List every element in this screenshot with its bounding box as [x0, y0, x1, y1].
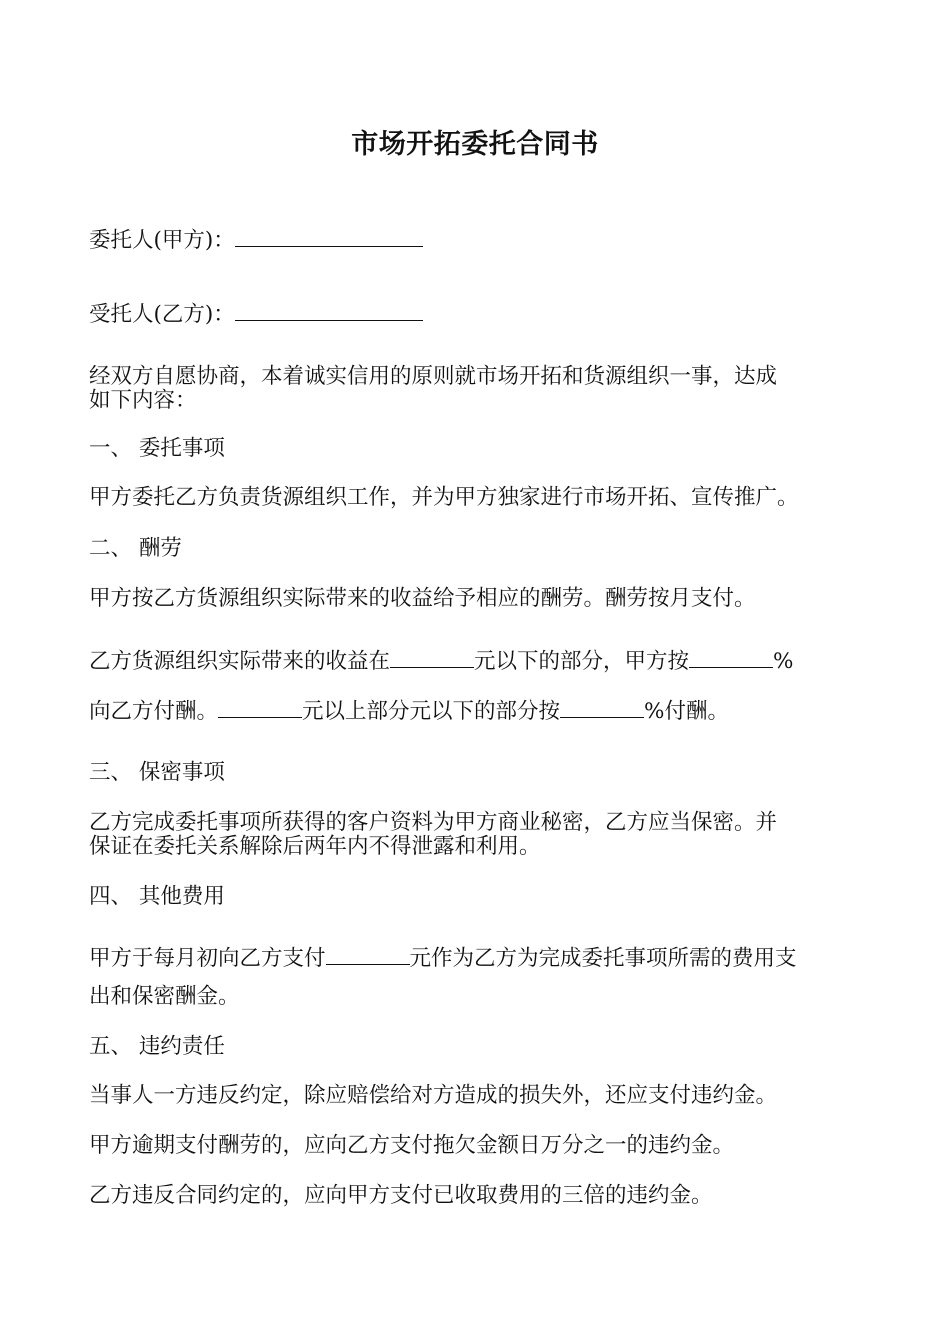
principal-label: 委托人(甲方)： — [89, 228, 235, 253]
section-5-text-1: 当事人一方违反约定，除应赔偿给对方造成的损失外，还应支付违约金。 — [89, 1083, 778, 1108]
s2-text3-part-c: %付酬。 — [644, 699, 729, 724]
agent-label: 受托人(乙方)： — [89, 302, 235, 327]
section-2-text-3 — [89, 697, 869, 725]
section-5-text-2: 甲方逾期支付酬劳的，应向乙方支付拖欠金额日万分之一的违约金。 — [89, 1133, 735, 1158]
s2-text2-part-c: % — [773, 649, 794, 674]
s4-text-part-b: 元作为乙方为完成委托事项所需的费用支 — [409, 946, 797, 971]
intro-line-1: 经双方自愿协商，本着诚实信用的原则就市场开拓和货源组织一事，达成 — [89, 364, 778, 389]
section-4-text-line-2: 出和保密酬金。 — [89, 984, 240, 1009]
s2-text2-part-a: 乙方货源组织实际带来的收益在 — [89, 649, 391, 674]
section-4-text-line-1 — [89, 944, 869, 972]
section-3-text-line-2: 保证在委托关系解除后两年内不得泄露和利用。 — [89, 834, 541, 859]
income-upper-blank[interactable] — [218, 697, 302, 718]
section-2-heading: 二、 酬劳 — [89, 536, 182, 561]
section-4-heading: 四、 其他费用 — [89, 884, 225, 909]
document-title: 市场开拓委托合同书 — [351, 129, 599, 160]
monthly-fee-blank[interactable] — [326, 944, 410, 965]
section-1-heading: 一、 委托事项 — [89, 436, 225, 461]
section-3-heading: 三、 保密事项 — [89, 760, 225, 785]
s4-text-part-a: 甲方于每月初向乙方支付 — [89, 946, 326, 971]
s2-text3-part-a: 向乙方付酬。 — [89, 699, 219, 724]
section-2-text-2 — [89, 647, 869, 675]
section-3-text-line-1: 乙方完成委托事项所获得的客户资料为甲方商业秘密，乙方应当保密。并 — [89, 810, 778, 835]
rate-1-blank[interactable] — [689, 647, 773, 668]
s2-text3-part-b: 元以上部分元以下的部分按 — [302, 699, 561, 724]
income-threshold-blank[interactable] — [390, 647, 474, 668]
section-5-text-3: 乙方违反合同约定的，应向甲方支付已收取费用的三倍的违约金。 — [89, 1183, 713, 1208]
agent-line — [89, 300, 869, 328]
principal-blank[interactable] — [235, 226, 423, 247]
intro-line-2: 如下内容： — [89, 388, 197, 413]
rate-2-blank[interactable] — [560, 697, 644, 718]
section-1-text: 甲方委托乙方负责货源组织工作，并为甲方独家进行市场开拓、宣传推广。 — [89, 485, 799, 510]
agent-blank[interactable] — [235, 300, 423, 321]
principal-line — [89, 226, 869, 254]
s2-text2-part-b: 元以下的部分，甲方按 — [474, 649, 690, 674]
section-5-heading: 五、 违约责任 — [89, 1034, 225, 1059]
section-2-text-1: 甲方按乙方货源组织实际带来的收益给予相应的酬劳。酬劳按月支付。 — [89, 586, 756, 611]
